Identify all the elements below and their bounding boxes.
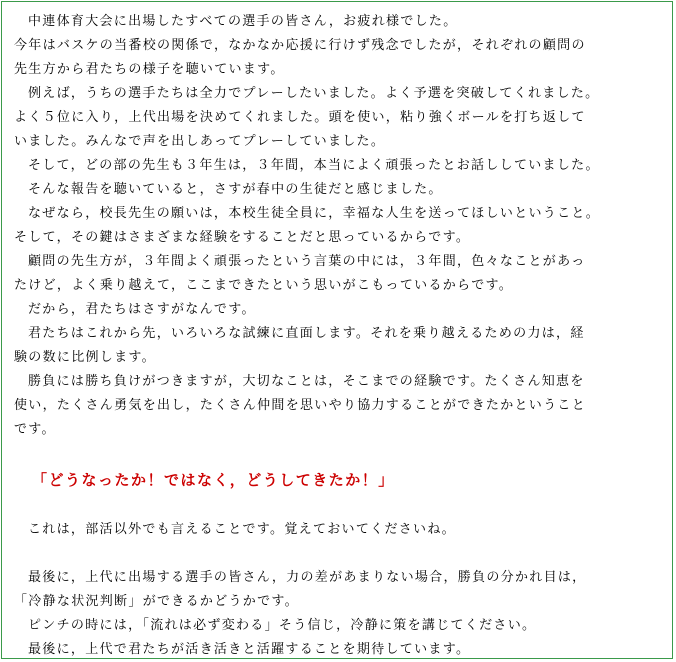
paragraph-line: いました。みんなで声を出しあってプレーしていました。 — [14, 134, 386, 149]
spacer — [14, 494, 666, 518]
spacer — [14, 442, 666, 466]
paragraph-line: 君たちはこれから先，いろいろな試練に直面します。それを乗り越えるための力は，経 — [28, 326, 585, 341]
paragraph-line: 験の数に比例します。 — [14, 350, 156, 365]
closing-line: ピンチの時には，「流れは必ず変わる」そう信じ，冷静に策を講じてください。 — [28, 618, 537, 633]
spacer — [14, 542, 666, 566]
paragraph-line: 勝負には勝ち負けがつきますが，大切なことは，そこまでの経験です。たくさん知恵を — [28, 374, 585, 389]
paragraph-line: そして，どの部の先生も３年生は，３年間，本当によく頑張ったとお話ししていました。 — [28, 158, 600, 173]
closing-line: 最後に，上代で君たちが活き活きと活躍することを期待しています。 — [28, 642, 471, 657]
paragraph-line: そして，その鍵はさまざまな経験をすることだと思っているからです。 — [14, 230, 471, 245]
paragraph-line: よく５位に入り，上代出場を決めてくれました。頭を使い，粘り強くボールを打ち返して — [14, 110, 586, 125]
closing-line: 最後に，上代に出場する選手の皆さん，力の差があまりない場合，勝負の分かれ目は， — [28, 570, 587, 585]
message-frame — [1, 1, 673, 659]
closing-line: これは，部活以外でも言えることです。覚えておいてくださいね。 — [28, 522, 456, 537]
paragraph-line: なぜなら，校長先生の願いは，本校生徒全員に，幸福な人生を送ってほしいということ。 — [28, 206, 601, 221]
paragraph-line: 中連体育大会に出場したすべての選手の皆さん，お疲れ様でした。 — [28, 14, 458, 29]
closing-line: 「冷静な状況判断」ができるかどうかです。 — [14, 594, 299, 609]
paragraph-line: 例えば，うちの選手たちは全力でプレーしたいました。よく予選を突破してくれました。 — [28, 86, 600, 101]
paragraph-line: 今年はバスケの当番校の関係で，なかなか応援に行けず残念でしたが，それぞれの顧問の — [14, 38, 586, 53]
highlight-quote: 「どうなったか！ではなく，どうしてきたか！」 — [32, 471, 395, 489]
paragraph-line: 顧問の先生方が，３年間よく頑張ったという言葉の中には，３年間，色々なことがあっ — [28, 254, 586, 269]
paragraph-line: そんな報告を聴いていると，さすが春中の生徒だと感じました。 — [28, 182, 443, 197]
paragraph-line: たけど，よく乗り越えて，ここまできたという思いがこもっているからです。 — [14, 278, 514, 293]
paragraph-line: だから，君たちはさすがなんです。 — [28, 302, 256, 317]
paragraph-line: です。 — [14, 422, 56, 437]
paragraph-line: 先生方から君たちの様子を聴いています。 — [14, 62, 285, 77]
paragraph-line: 使い，たくさん勇気を出し，たくさん仲間を思いやり協力することができたかということ — [14, 398, 587, 413]
message-body — [14, 10, 666, 662]
